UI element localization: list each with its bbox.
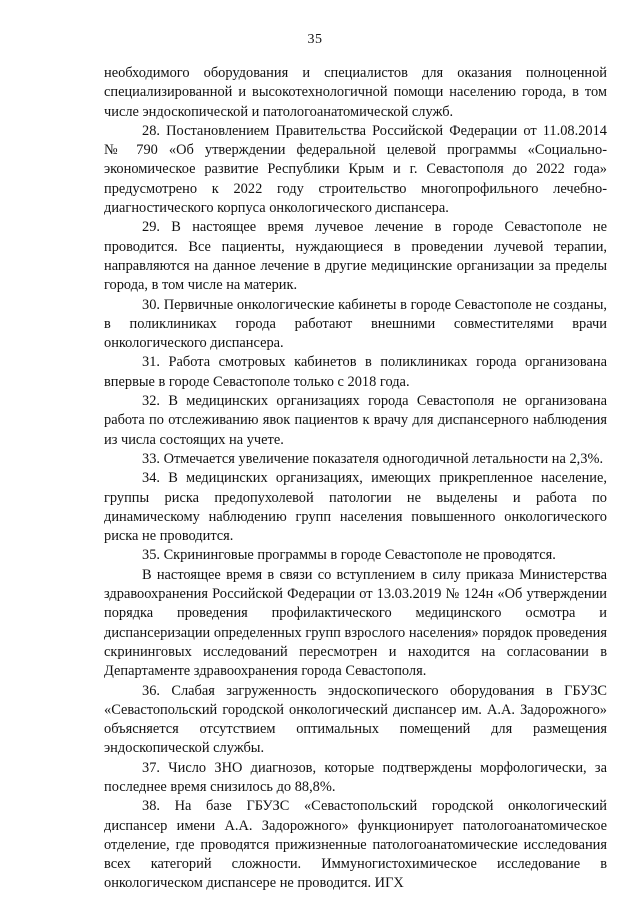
paragraph-34: 34. В медицинских организациях, имеющих прикрепленное население, группы риска предопухолевой патологии не выделены и работа по динамическому наблюдению групп населения повышенного онкологического риска не проводится. [104,470,607,545]
document-body [104,64,607,894]
paragraph-35: 35. Скрининговые программы в городе Севастополе не проводятся. [142,547,556,564]
page-number: 35 [307,32,323,47]
paragraph-33: 33. Отмечается увеличение показателя одногодичной летальности на 2,3%. [142,450,604,467]
paragraph-29: 29. В настоящее время лучевое лечение в городе Севастополе не проводится. Все пациенты, нуждающиеся в проведении лучевой терапии, направляются на данное лечение в другие медицинские организации за пределы города, в том числе на материк. [104,219,607,294]
paragraph-38: 38. На базе ГБУЗС «Севастопольский городской онкологический диспансер имени А.А. Задорожного» функционирует патологоанатомическое отделение, где проводятся прижизненные патологоанатомические исследования всех категорий сложности. Иммуногистохимическое исследование в онкологическом диспансере не проводится. ИГХ [104,798,607,892]
paragraph-37: 37. Число ЗНО диагнозов, которые подтверждены морфологически, за последнее время снизилось до 88,8%. [104,759,607,795]
paragraph-31: 31. Работа смотровых кабинетов в поликлиниках города организована впервые в городе Севастополе только с 2018 года. [104,354,607,390]
paragraph-35-detail: В настоящее время в связи со вступлением в силу приказа Министерства здравоохранения Российской Федерации от 13.03.2019 № 124н «Об утверждении порядка проведения профилактического медицинского осмотра и диспансеризации определенных групп взрослого населения» порядок проведения скрининговых исследований пересмотрен и находится на согласовании в Департаменте здравоохранения города Севастополя. [104,566,607,680]
paragraph-36: 36. Слабая загруженность эндоскопического оборудования в ГБУЗС «Севастопольский городской онкологический диспансер им. А.А. Задорожного» объясняется отсутствием оптимальных помещений для размещения эндоскопической службы. [104,682,607,757]
paragraph-30: 30. Первичные онкологические кабинеты в городе Севастополе не созданы, в поликлиниках города работают внешними совместителями врачи онкологического диспансера. [104,296,607,352]
paragraph-32: 32. В медицинских организациях города Севастополя не организована работа по отслеживанию явок пациентов к врачу для диспансерного наблюдения из числа состоящих на учете. [104,393,607,448]
paragraph-28: 28. Постановлением Правительства Российской Федерации от 11.08.2014 № 790 «Об утверждении федеральной целевой программы «Социально-экономическое развитие Республики Крым и г. Севастополя до 2022 года» предусмотрено к 2022 году строительство многопрофильного лечебно-диагностического корпуса онкологического диспансера. [104,122,607,217]
paragraph-continuation: необходимого оборудования и специалистов для оказания полноценной специализированной и высокотехнологичной помощи населению города, в том числе эндоскопической и патологоанатомической служб. [104,65,607,120]
